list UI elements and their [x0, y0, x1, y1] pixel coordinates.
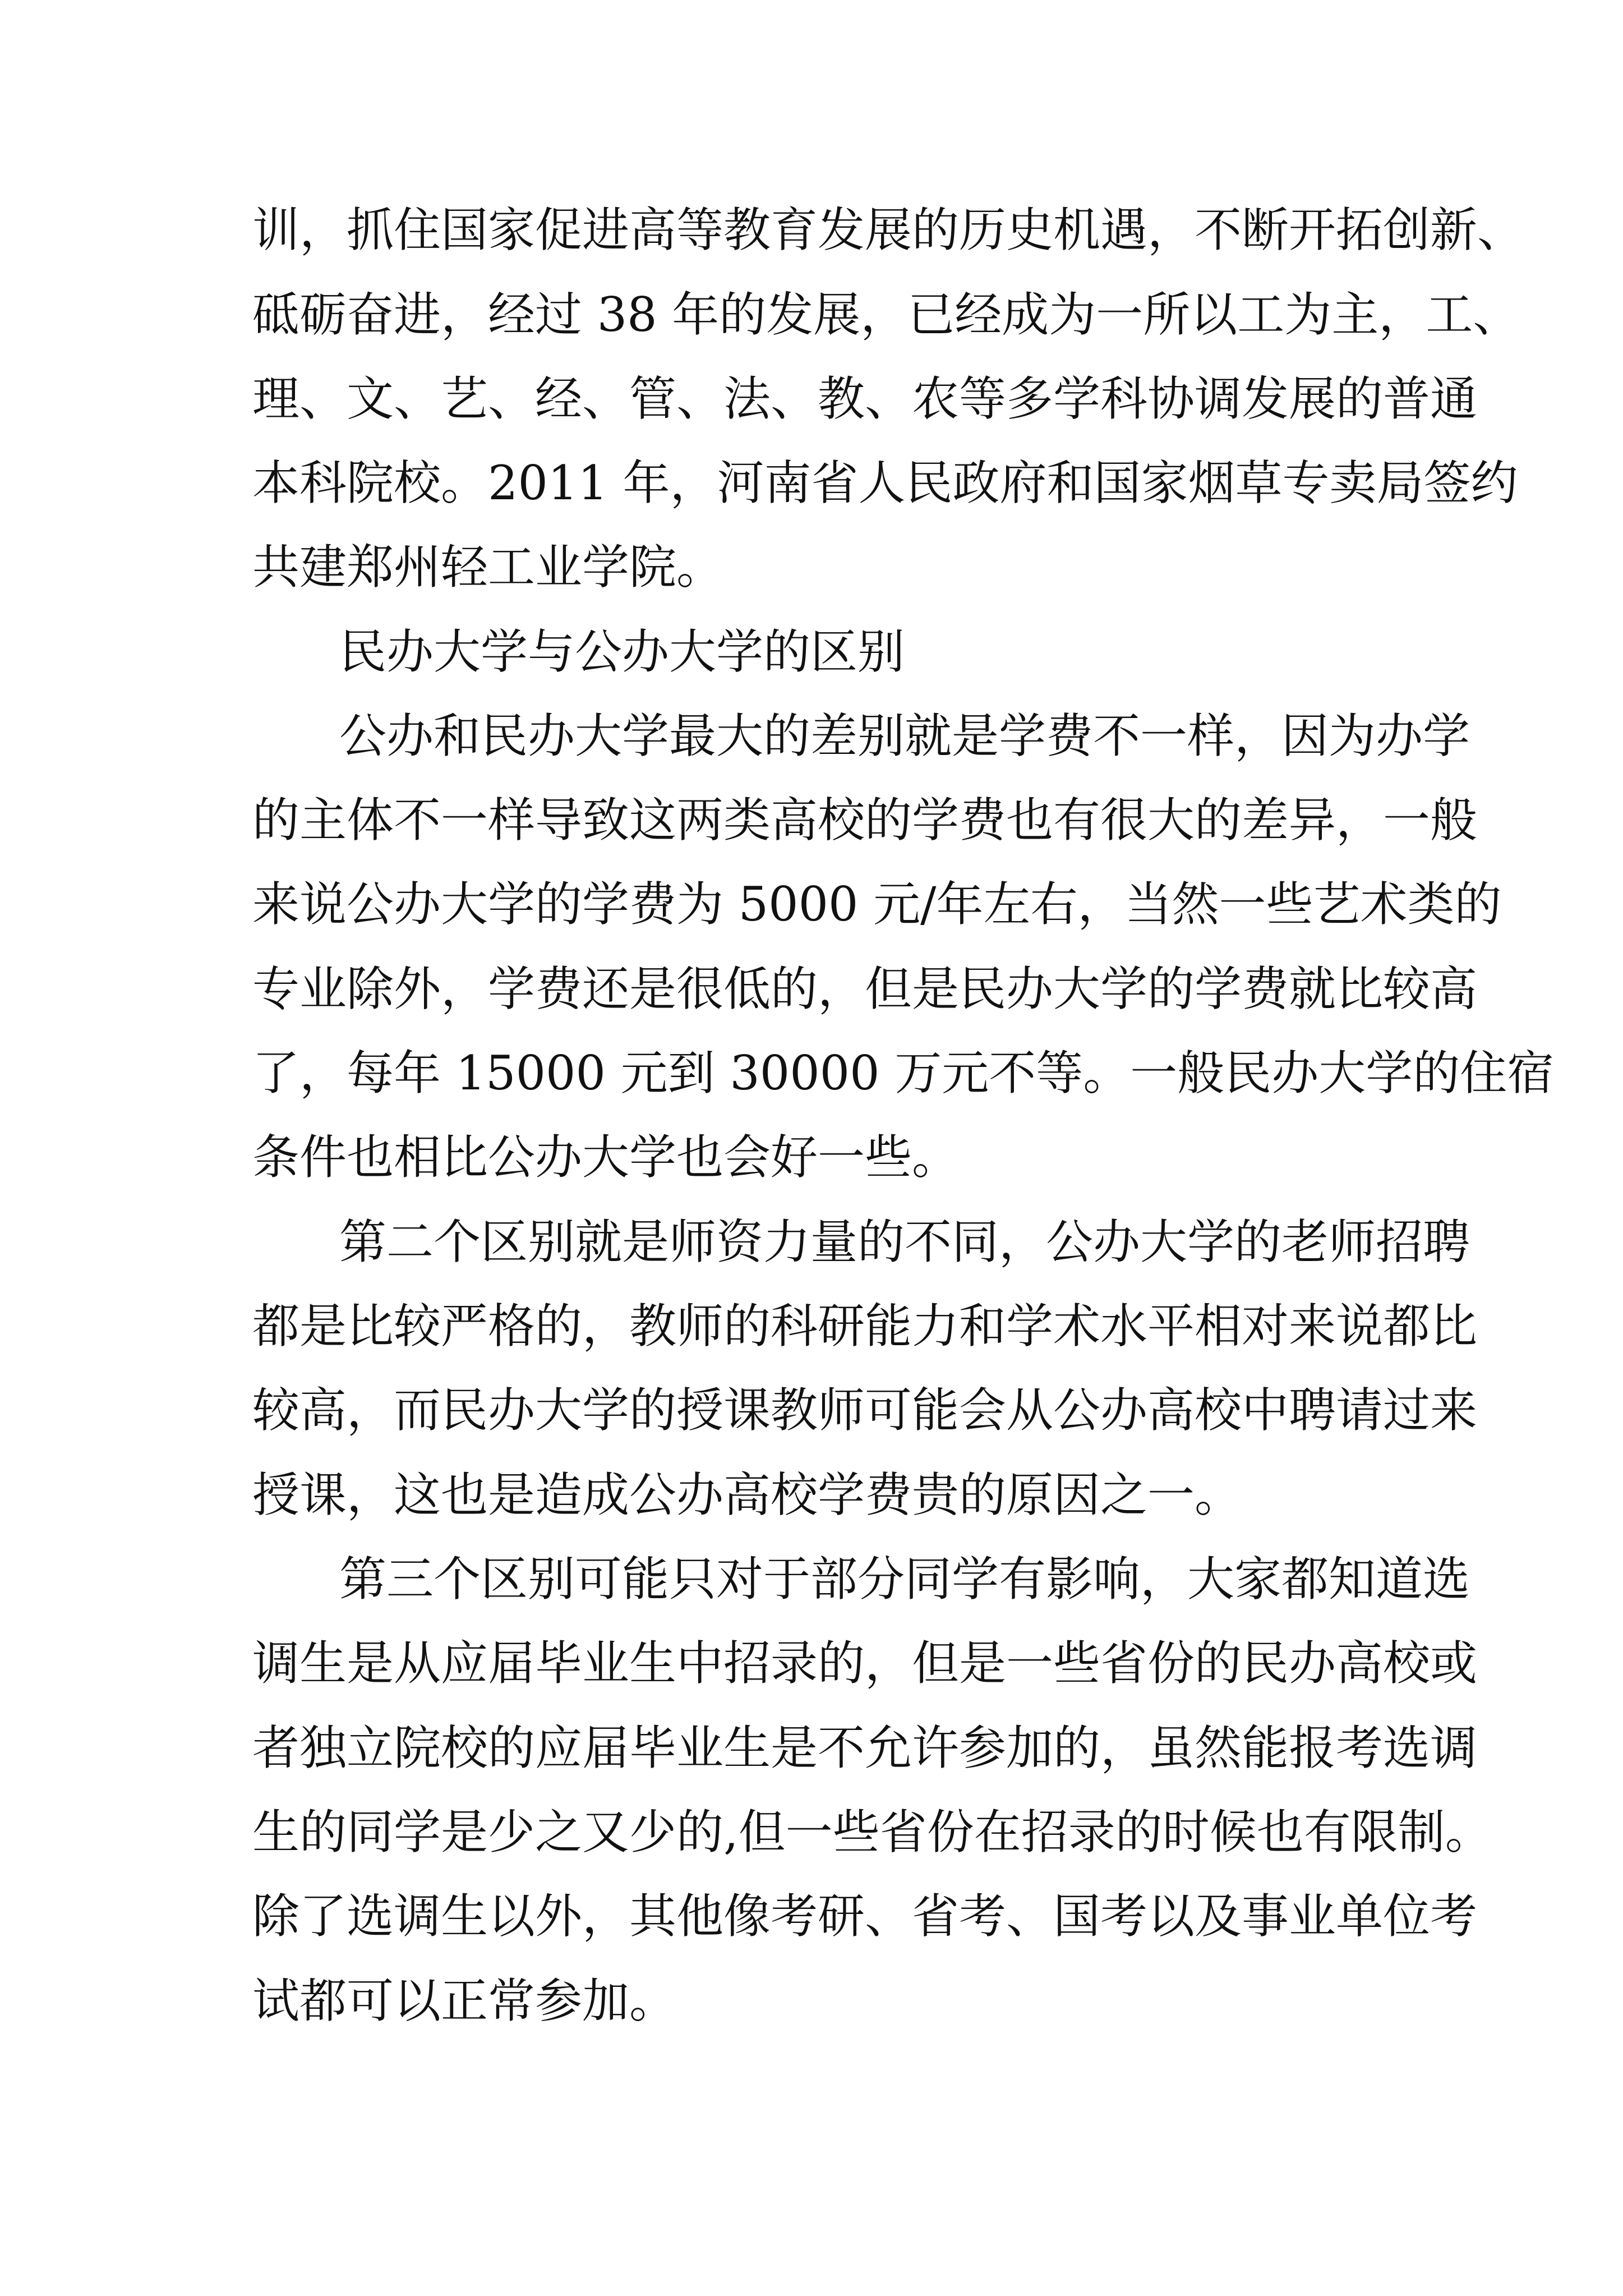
section-heading: 民办大学与公办大学的区别: [339, 624, 905, 679]
paragraph-line: 本科院校。2011 年，河南省人民政府和国家烟草专卖局签约: [252, 455, 1518, 510]
paragraph-line: 第三个区别可能只对于部分同学有影响，大家都知道选: [339, 1552, 1470, 1607]
paragraph-line: 共建郑州轻工业学院。: [252, 540, 724, 595]
paragraph-line: 第二个区别就是师资力量的不同，公办大学的老师招聘: [339, 1214, 1470, 1269]
paragraph-line: 授课，这也是造成公办高校学费贵的原因之一。: [252, 1467, 1242, 1522]
paragraph-line: 理、文、艺、经、管、法、教、农等多学科协调发展的普通: [252, 371, 1478, 426]
paragraph-line: 条件也相比公办大学也会好一些。: [252, 1130, 960, 1185]
paragraph-line: 生的同学是少之又少的,但一些省份在招录的时候也有限制。: [252, 1805, 1492, 1860]
paragraph-line: 来说公办大学的学费为 5000 元/年左右，当然一些艺术类的: [252, 877, 1502, 932]
paragraph-line: 都是比较严格的，教师的科研能力和学术水平相对来说都比: [252, 1299, 1478, 1354]
paragraph-line: 试都可以正常参加。: [252, 1973, 677, 2028]
paragraph-line: 调生是从应届毕业生中招录的，但是一些省份的民办高校或: [252, 1636, 1478, 1691]
paragraph-line: 者独立院校的应届毕业生是不允许参加的，虽然能报考选调: [252, 1720, 1478, 1775]
paragraph-line: 砥砺奋进，经过 38 年的发展，已经成为一所以工为主，工、: [252, 287, 1520, 342]
paragraph-line: 专业除外，学费还是很低的，但是民办大学的学费就比较高: [252, 961, 1478, 1016]
paragraph-line: 除了选调生以外，其他像考研、省考、国考以及事业单位考: [252, 1889, 1478, 1944]
paragraph-line: 公办和民办大学最大的差别就是学费不一样，因为办学: [339, 708, 1470, 763]
paragraph-line: 的主体不一样导致这两类高校的学费也有很大的差异，一般: [252, 793, 1478, 848]
paragraph-line: 了，每年 15000 元到 30000 万元不等。一般民办大学的住宿: [252, 1046, 1555, 1101]
paragraph-line: 较高，而民办大学的授课教师可能会从公办高校中聘请过来: [252, 1383, 1478, 1438]
paragraph-line: 训，抓住国家促进高等教育发展的历史机遇，不断开拓创新、: [252, 203, 1525, 257]
